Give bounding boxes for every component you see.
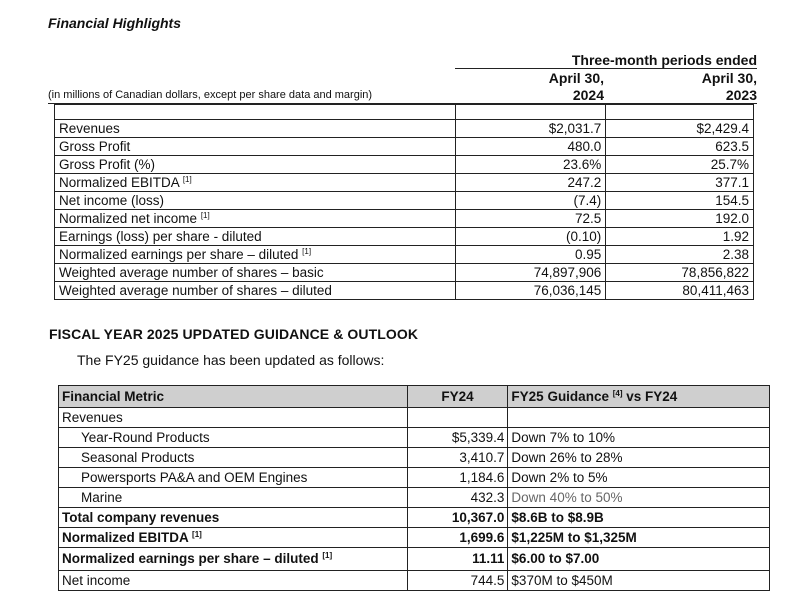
metric-label: Year-Round Products	[59, 428, 408, 448]
fy24-value: 744.5	[407, 571, 508, 591]
table-row	[59, 488, 770, 508]
table-row	[55, 156, 754, 174]
table-row	[55, 228, 754, 246]
table-row	[55, 264, 754, 282]
row-label: Weighted average number of shares – basic	[59, 265, 324, 280]
col-2023-date: April 30,	[701, 70, 757, 86]
metric-label-cell	[59, 528, 408, 548]
fy24-value: 1,184.6	[407, 468, 508, 488]
footnote-ref: [4]	[612, 389, 623, 398]
metric-label: Normalized EBITDA	[62, 530, 189, 545]
table-row	[59, 528, 770, 548]
metric-label: Total company revenues	[59, 508, 408, 528]
table-row	[55, 192, 754, 210]
metric-label: Revenues	[59, 408, 408, 428]
value-2023: 1.92	[606, 228, 754, 246]
fy24-value: $5,339.4	[407, 428, 508, 448]
table-row	[59, 548, 770, 571]
value-2023: 2.38	[606, 246, 754, 264]
guidance-table	[58, 385, 770, 591]
header-fy24: FY24	[407, 386, 508, 408]
table-row	[55, 282, 754, 300]
footnote-ref: [1]	[192, 530, 202, 539]
table-row	[59, 428, 770, 448]
guidance-value: Down 26% to 28%	[508, 448, 770, 468]
financial-highlights-title: Financial Highlights	[48, 15, 182, 31]
row-label: Earnings (loss) per share - diluted	[59, 229, 262, 244]
fy24-value: 11.11	[407, 548, 508, 571]
fy24-value: 432.3	[407, 488, 508, 508]
value-2024: 74,897,906	[455, 264, 606, 282]
value-2024: $2,031.7	[455, 120, 606, 138]
row-label: Normalized net income	[59, 211, 198, 226]
financial-highlights-table	[54, 104, 754, 300]
row-label: Normalized earnings per share – diluted	[59, 247, 299, 262]
row-label: Revenues	[59, 121, 120, 136]
table-row	[59, 468, 770, 488]
value-2023: 623.5	[606, 138, 754, 156]
value-2023: 80,411,463	[606, 282, 754, 300]
metric-label: Normalized earnings per share – diluted	[62, 551, 319, 566]
footnote-ref: [1]	[200, 211, 210, 220]
value-2024: 23.6%	[455, 156, 606, 174]
row-label: Normalized EBITDA	[59, 175, 180, 190]
table-row	[55, 210, 754, 228]
table-row	[55, 138, 754, 156]
row-label: Gross Profit (%)	[59, 157, 156, 172]
header-financial-metric: Financial Metric	[59, 386, 408, 408]
value-2024: (7.4)	[455, 192, 606, 210]
value-2024: 76,036,145	[455, 282, 606, 300]
period-header: Three-month periods ended	[571, 52, 757, 68]
value-2024: 247.2	[455, 174, 606, 192]
fy24-value: 1,699.6	[407, 528, 508, 548]
table-row	[59, 408, 770, 428]
period-header-rule	[455, 68, 757, 69]
units-note: (in millions of Canadian dollars, except per share data and margin)	[48, 89, 373, 101]
row-label: Gross Profit	[59, 139, 131, 154]
guidance-value: $370M to $450M	[508, 571, 770, 591]
table-row	[55, 246, 754, 264]
col-2023-year: 2023	[725, 87, 757, 103]
guidance-header-row	[59, 386, 770, 408]
value-2024: 0.95	[455, 246, 606, 264]
footnote-ref: [1]	[182, 175, 192, 184]
table-spacer-row	[55, 105, 754, 120]
guidance-intro: The FY25 guidance has been updated as follows:	[77, 352, 385, 368]
guidance-value	[508, 408, 770, 428]
col-2024-header	[520, 70, 604, 104]
value-2023: 192.0	[606, 210, 754, 228]
footnote-ref: [1]	[302, 247, 312, 256]
table-row	[55, 120, 754, 138]
guidance-value: Down 7% to 10%	[508, 428, 770, 448]
value-2023: $2,429.4	[606, 120, 754, 138]
col-2024-year: 2024	[572, 87, 604, 103]
col-2024-date: April 30,	[548, 70, 604, 86]
value-2023: 377.1	[606, 174, 754, 192]
col-2023-header	[672, 70, 757, 104]
table-row	[59, 571, 770, 591]
table-row	[55, 174, 754, 192]
table-row	[59, 508, 770, 528]
fy24-value: 10,367.0	[407, 508, 508, 528]
value-2023: 154.5	[606, 192, 754, 210]
header-guidance-suffix: vs FY24	[622, 389, 678, 404]
table-row	[59, 448, 770, 468]
metric-label-cell	[59, 548, 408, 571]
guidance-section-title: FISCAL YEAR 2025 UPDATED GUIDANCE & OUTLOOK	[49, 326, 419, 342]
value-2024: 72.5	[455, 210, 606, 228]
guidance-value: $1,225M to $1,325M	[508, 528, 770, 548]
guidance-value: Down 40% to 50%	[508, 488, 770, 508]
metric-label: Net income	[59, 571, 408, 591]
guidance-value: $8.6B to $8.9B	[508, 508, 770, 528]
value-2023: 25.7%	[606, 156, 754, 174]
guidance-value: Down 2% to 5%	[508, 468, 770, 488]
fy24-value: 3,410.7	[407, 448, 508, 468]
row-label: Weighted average number of shares – diluted	[59, 283, 332, 298]
value-2023: 78,856,822	[606, 264, 754, 282]
value-2024: (0.10)	[455, 228, 606, 246]
header-guidance-text: FY25 Guidance	[511, 389, 613, 404]
value-2024: 480.0	[455, 138, 606, 156]
fy24-value	[407, 408, 508, 428]
header-fy25-guidance	[508, 386, 770, 408]
footnote-ref: [1]	[322, 551, 333, 560]
metric-label: Seasonal Products	[59, 448, 408, 468]
metric-label: Powersports PA&A and OEM Engines	[59, 468, 408, 488]
row-label: Net income (loss)	[59, 193, 165, 208]
guidance-value: $6.00 to $7.00	[508, 548, 770, 571]
metric-label: Marine	[59, 488, 408, 508]
